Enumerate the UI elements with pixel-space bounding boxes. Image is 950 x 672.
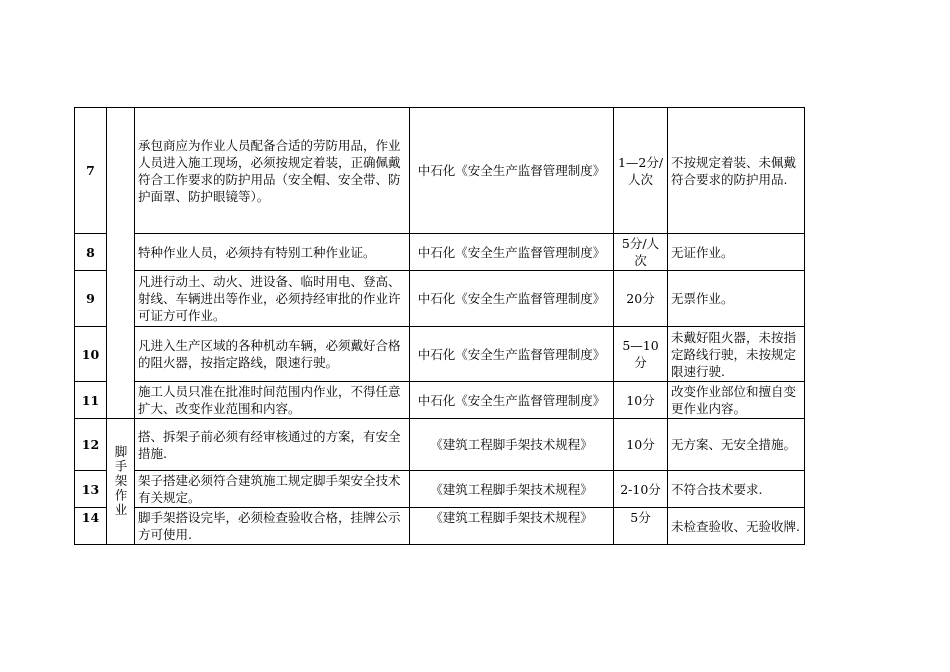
score-cell: 5分 — [614, 508, 668, 545]
row-number: 12 — [75, 419, 107, 471]
basis-cell: 《建筑工程脚手架技术规程》 — [410, 508, 614, 545]
score-cell: 20分 — [614, 271, 668, 327]
penalty-cell: 未戴好阻火器，未按指定路线行驶，未按规定限速行驶. — [668, 327, 805, 382]
requirement-cell: 凡进入生产区域的各种机动车辆，必须戴好合格的阻火器，按指定路线，限速行驶。 — [135, 327, 410, 382]
table-row — [75, 471, 805, 508]
score-cell: 2-10分 — [614, 471, 668, 508]
penalty-cell: 无方案、无安全措施。 — [668, 419, 805, 471]
requirement-cell: 凡进行动土、动火、进设备、临时用电、登高、射线、车辆进出等作业，必须持经审批的作业许可证方可作业。 — [135, 271, 410, 327]
row-number: 11 — [75, 382, 107, 419]
category-cell: 脚手架作业 — [107, 419, 135, 545]
requirement-cell: 承包商应为作业人员配备合适的劳防用品，作业人员进入施工现场，必须按规定着装，正确佩戴符合工作要求的防护用品（安全帽、安全带、防护面罩、防护眼镜等）。 — [135, 108, 410, 234]
basis-cell: 中石化《安全生产监督管理制度》 — [410, 271, 614, 327]
score-cell: 10分 — [614, 382, 668, 419]
table-row — [75, 419, 805, 471]
table-row — [75, 108, 805, 234]
basis-cell: 中石化《安全生产监督管理制度》 — [410, 327, 614, 382]
requirement-cell: 架子搭建必须符合建筑施工规定脚手架安全技术有关规定。 — [135, 471, 410, 508]
safety-regulation-table — [74, 107, 805, 545]
basis-cell: 《建筑工程脚手架技术规程》 — [410, 419, 614, 471]
table-row — [75, 234, 805, 271]
requirement-cell: 施工人员只准在批准时间范围内作业，不得任意扩大、改变作业范围和内容。 — [135, 382, 410, 419]
score-cell: 5分/人次 — [614, 234, 668, 271]
row-number: 7 — [75, 108, 107, 234]
penalty-cell: 改变作业部位和擅自变更作业内容。 — [668, 382, 805, 419]
requirement-cell: 脚手架搭设完毕，必须检查验收合格，挂牌公示方可使用. — [135, 508, 410, 545]
row-number: 14 — [75, 508, 107, 545]
requirement-cell: 特种作业人员，必须持有特别工种作业证。 — [135, 234, 410, 271]
table-row — [75, 382, 805, 419]
basis-cell: 《建筑工程脚手架技术规程》 — [410, 471, 614, 508]
row-number: 8 — [75, 234, 107, 271]
row-number: 10 — [75, 327, 107, 382]
basis-cell: 中石化《安全生产监督管理制度》 — [410, 382, 614, 419]
basis-cell: 中石化《安全生产监督管理制度》 — [410, 108, 614, 234]
penalty-cell: 未检查验收、无验收牌. — [668, 508, 805, 545]
score-cell: 5—10分 — [614, 327, 668, 382]
basis-cell: 中石化《安全生产监督管理制度》 — [410, 234, 614, 271]
penalty-cell: 不符合技术要求. — [668, 471, 805, 508]
requirement-cell: 搭、拆架子前必须有经审核通过的方案，有安全措施. — [135, 419, 410, 471]
table-row — [75, 327, 805, 382]
row-number: 9 — [75, 271, 107, 327]
row-number: 13 — [75, 471, 107, 508]
penalty-cell: 无票作业。 — [668, 271, 805, 327]
penalty-cell: 不按规定着装、未佩戴符合要求的防护用品. — [668, 108, 805, 234]
table-row — [75, 271, 805, 327]
table-row — [75, 508, 805, 545]
score-cell: 1—2分/人次 — [614, 108, 668, 234]
score-cell: 10分 — [614, 419, 668, 471]
category-cell — [107, 108, 135, 419]
penalty-cell: 无证作业。 — [668, 234, 805, 271]
